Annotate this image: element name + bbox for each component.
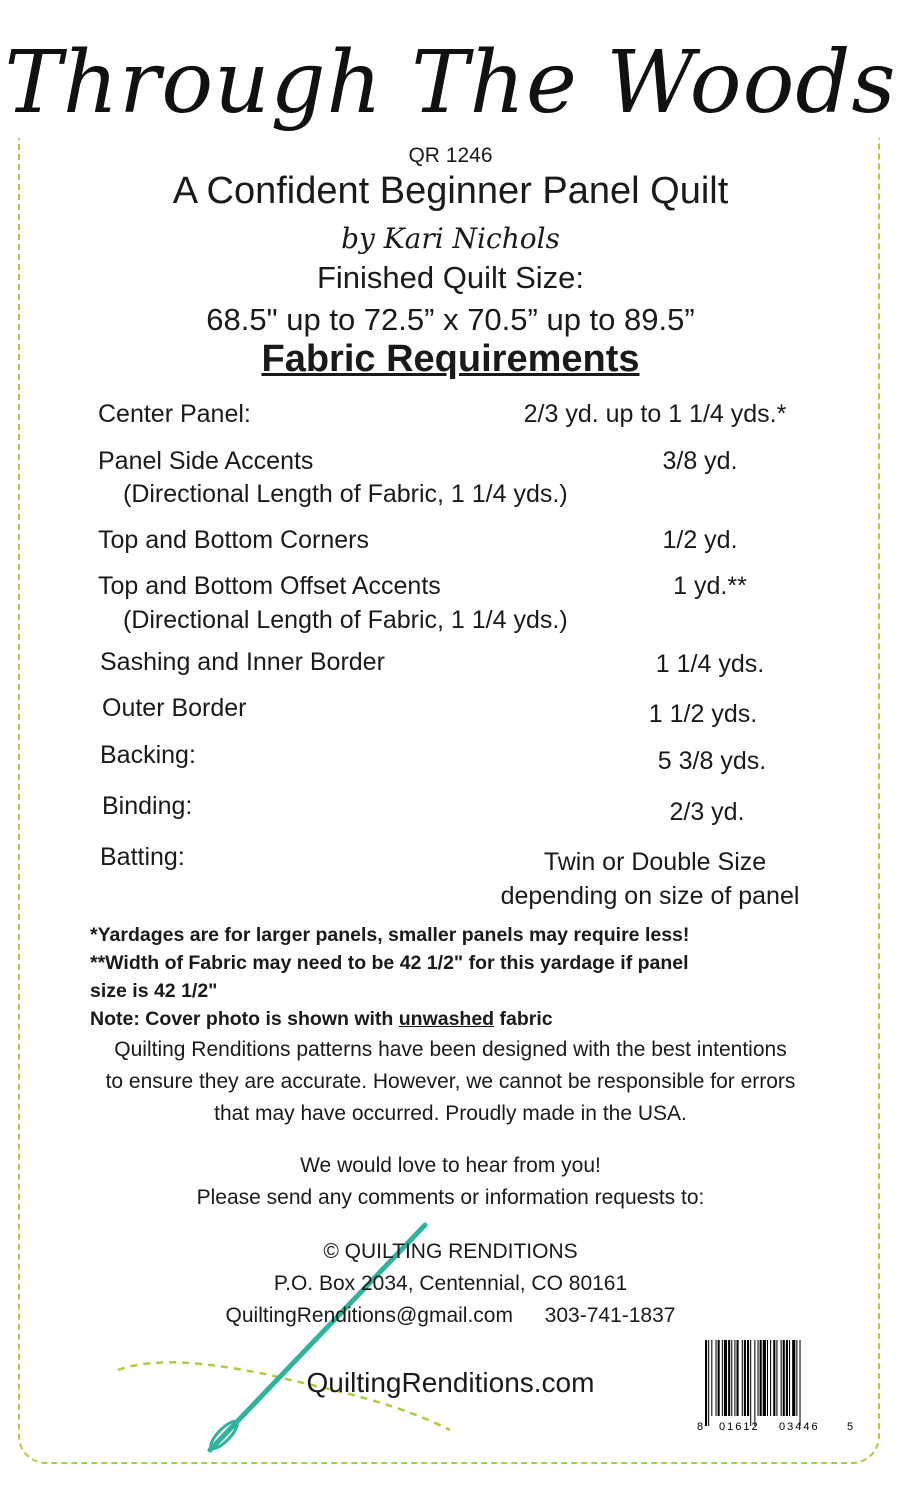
designer-byline: by Kari Nichols <box>341 222 560 255</box>
barcode-bar <box>763 1340 766 1416</box>
note-width-line2: size is 42 1/2" <box>90 980 218 1002</box>
barcode-bar <box>786 1340 788 1416</box>
note-yardage: *Yardages are for larger panels, smaller panels may require less! <box>90 924 690 946</box>
req-value-batting: Twin or Double Size <box>543 848 767 876</box>
website-link[interactable]: QuiltingRenditions.com <box>306 1367 595 1398</box>
req-value-binding: 2/3 yd. <box>669 798 745 826</box>
req-label-outer-border: Outer Border <box>102 694 247 722</box>
barcode-bar <box>773 1340 775 1416</box>
finished-size-value: 68.5" up to 72.5” x 70.5” up to 89.5” <box>206 302 695 337</box>
req-label-offset-accents: Top and Bottom Offset Accents <box>98 572 441 600</box>
pattern-subtitle: A Confident Beginner Panel Quilt <box>172 170 729 212</box>
req-label-corners: Top and Bottom Corners <box>98 526 369 554</box>
barcode-bar <box>705 1340 707 1426</box>
barcode-bar <box>767 1340 768 1416</box>
barcode-bar <box>747 1340 749 1416</box>
barcode-bar <box>724 1340 727 1416</box>
barcode-bar <box>776 1340 777 1416</box>
barcode-bar <box>737 1340 739 1416</box>
barcode-bar <box>728 1340 730 1416</box>
fabric-requirements-heading: Fabric Requirements <box>261 338 640 380</box>
req-value-backing: 5 3/8 yds. <box>657 747 767 775</box>
barcode-bar <box>708 1340 709 1426</box>
barcode-bar <box>792 1340 795 1416</box>
contact-phone[interactable]: 303-741-1837 <box>544 1304 676 1327</box>
disclaimer-line2: to ensure they are accurate. However, we cannot be responsible for errors <box>105 1070 796 1093</box>
barcode-icon <box>697 1340 857 1432</box>
barcode-bar <box>770 1340 771 1416</box>
req-label-center-panel: Center Panel: <box>98 400 251 428</box>
req-label-sashing: Sashing and Inner Border <box>100 648 385 676</box>
note-cover-prefix: Note: Cover photo is shown with <box>90 1008 399 1030</box>
barcode-bar <box>781 1340 782 1416</box>
barcode-bar <box>783 1340 785 1416</box>
barcode-bar <box>716 1340 717 1416</box>
contact-email[interactable]: QuiltingRenditions@gmail.com <box>225 1304 513 1327</box>
disclaimer-line3: that may have occurred. Proudly made in the USA. <box>214 1102 687 1125</box>
barcode-lead-digit: 8 <box>697 1421 704 1432</box>
req-label-panel-side-accents: Panel Side Accents <box>98 447 314 475</box>
barcode-bar <box>760 1340 762 1416</box>
note-width-line1: **Width of Fabric may need to be 42 1/2" for this yardage if panel <box>90 952 689 974</box>
req-label-backing: Backing: <box>100 741 196 769</box>
contact-line <box>0 1304 901 1328</box>
req-value-batting-detail: depending on size of panel <box>500 882 800 910</box>
company-address: P.O. Box 2034, Centennial, CO 80161 <box>273 1272 628 1295</box>
barcode-bar <box>742 1340 743 1416</box>
barcode-left-digits: 01612 <box>719 1421 760 1432</box>
barcode-bar <box>800 1340 801 1426</box>
barcode-bar <box>711 1340 712 1416</box>
req-value-offset-accents: 1 yd.** <box>673 572 747 600</box>
barcode-bar <box>731 1340 732 1416</box>
company-name: © QUILTING RENDITIONS <box>323 1240 578 1263</box>
finished-size-label: Finished Quilt Size: <box>316 260 585 295</box>
req-value-sashing: 1 1/4 yds. <box>655 650 765 678</box>
pattern-code: QR 1246 <box>408 144 493 167</box>
pattern-title: Through The Woods <box>0 28 901 138</box>
req-note-panel-side-accents: (Directional Length of Fabric, 1 1/4 yds.) <box>123 480 568 508</box>
barcode-bar <box>744 1340 746 1416</box>
contact-invite: We would love to hear from you! <box>300 1154 601 1177</box>
req-label-batting: Batting: <box>100 843 185 871</box>
req-value-center-panel: 2/3 yd. up to 1 1/4 yds.* <box>523 400 787 428</box>
req-value-corners: 1/2 yd. <box>662 526 738 554</box>
barcode-bar <box>789 1340 790 1416</box>
barcode-bar <box>796 1340 797 1416</box>
barcode-bar <box>758 1340 759 1416</box>
barcode-right-digits: 03446 <box>779 1421 820 1432</box>
note-cover-suffix: fabric <box>494 1008 553 1030</box>
contact-request: Please send any comments or information requests to: <box>196 1186 705 1209</box>
barcode-bar <box>722 1340 723 1416</box>
req-value-outer-border: 1 1/2 yds. <box>648 700 758 728</box>
barcode-bar <box>734 1340 735 1416</box>
req-label-binding: Binding: <box>102 792 193 820</box>
disclaimer-line1: Quilting Renditions patterns have been designed with the best intentions <box>114 1038 787 1061</box>
note-cover-photo <box>90 1008 553 1031</box>
barcode-bar <box>750 1340 751 1426</box>
barcode-check-digit: 5 <box>847 1421 854 1432</box>
req-note-offset-accents: (Directional Length of Fabric, 1 1/4 yds.) <box>123 606 568 634</box>
note-cover-emphasis: unwashed <box>398 1008 495 1030</box>
barcode-bar <box>754 1340 755 1426</box>
req-value-panel-side-accents: 3/8 yd. <box>662 447 738 475</box>
barcode-bar <box>718 1340 720 1416</box>
